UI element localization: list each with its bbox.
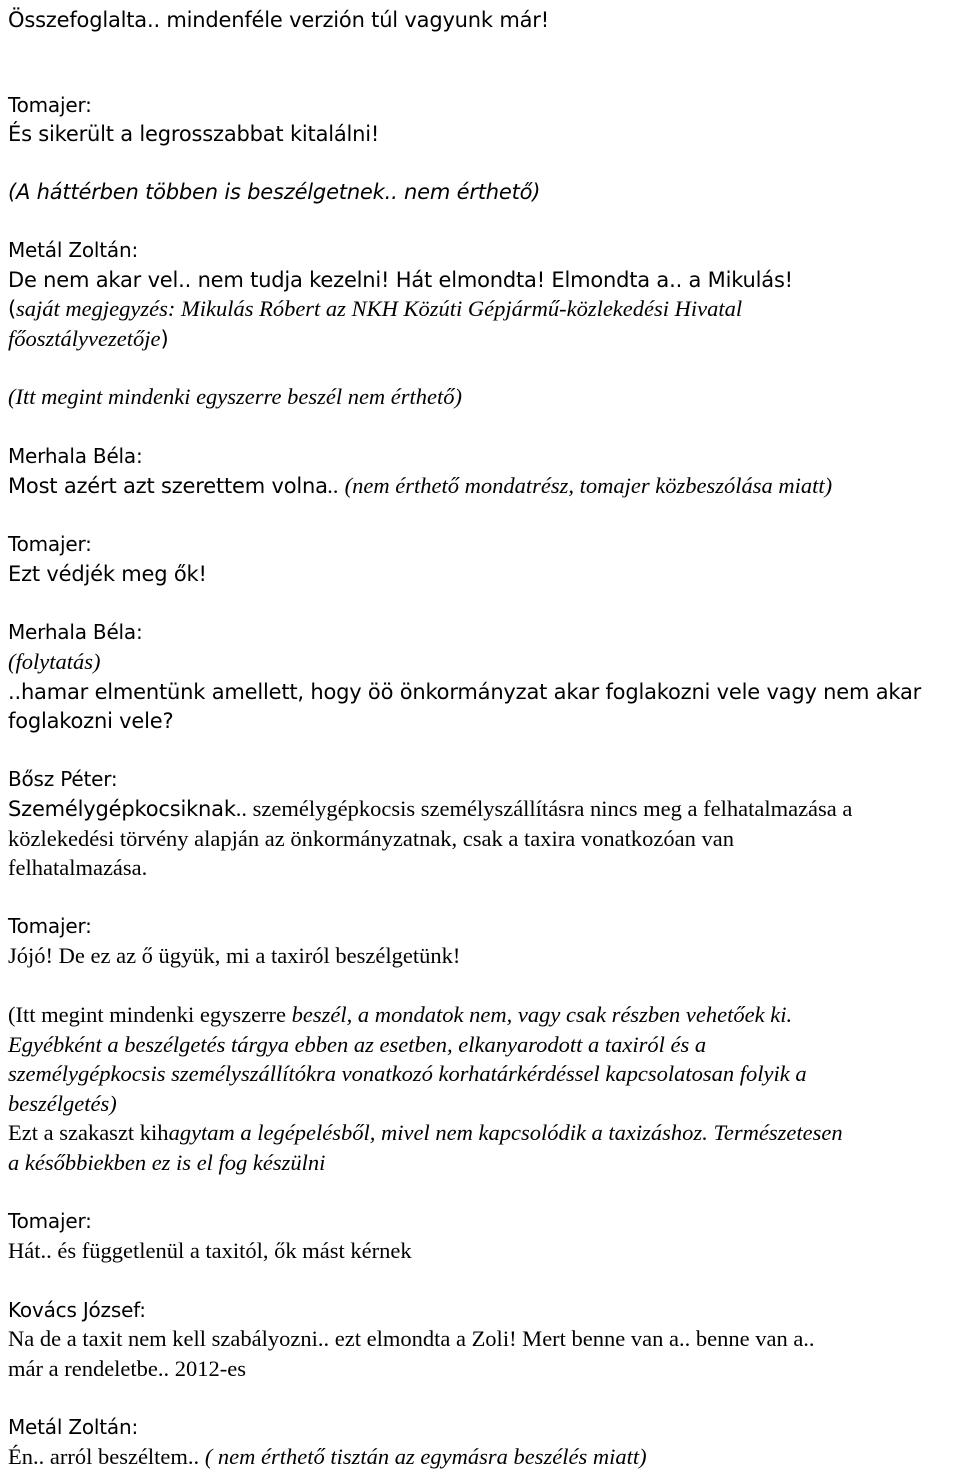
- speech-fragment: ( nem érthető tisztán az egymásra beszélés miatt): [204, 1444, 647, 1469]
- stage-note: (A háttérben többen is beszélgetnek.. nem érthető): [8, 180, 541, 204]
- note-fragment: főosztályvezetője: [8, 326, 161, 351]
- speaker-label: Tomajer:: [8, 93, 92, 117]
- stage-note: (Itt megint mindenki egyszerre beszél nem érthető): [8, 384, 463, 409]
- speech-line: Ezt védjék meg ők!: [8, 562, 207, 586]
- stage-note: Egyébként a beszélgetés tárgya ebben az esetben, elkanyarodott a taxiról és a: [8, 1032, 707, 1057]
- stage-note: a későbbiekben ez is el fog készülni: [8, 1150, 326, 1175]
- speech-line: foglakozni vele?: [8, 709, 174, 733]
- speech-fragment: .. (nem érthető mondatrész, tomajer közbeszólása miatt): [327, 473, 833, 498]
- speaker-label: Bősz Péter:: [8, 767, 118, 791]
- speech-line: felhatalmazása.: [8, 855, 148, 880]
- speech-line: már a rendeletbe.. 2012-es: [8, 1356, 247, 1381]
- note-fragment: saját megjegyzés: Mikulás Róbert az NKH Közúti Gépjármű-közlekedési Hivatal: [16, 296, 743, 321]
- stage-note: [8, 1000, 792, 1030]
- speaker-label: Merhala Béla:: [8, 620, 143, 644]
- note-line: [8, 294, 742, 324]
- speaker-label: Tomajer:: [8, 1209, 92, 1233]
- speech-line: És sikerült a legrosszabbat kitalálni!: [8, 122, 380, 146]
- summary-line: Összefoglalta.. mindenféle verzión túl vagyunk már!: [8, 8, 549, 32]
- speaker-label: Tomajer:: [8, 914, 92, 938]
- speech-fragment: Személygépkocsiknak: [8, 797, 236, 821]
- speech-line: Hát.. és függetlenül a taxitól, ők mást kérnek: [8, 1238, 412, 1263]
- speech-fragment: Én.. arról beszéltem..: [8, 1444, 205, 1469]
- speaker-label: Metál Zoltán:: [8, 1415, 138, 1439]
- stage-note: (folytatás): [8, 649, 101, 674]
- speaker-label: Merhala Béla:: [8, 444, 143, 468]
- speech-line: [8, 1442, 647, 1472]
- note-fragment: ): [160, 327, 169, 351]
- note-fragment: beszél, a mondatok nem, vagy csak részben vehetőek ki.: [291, 1002, 793, 1027]
- speech-line: Na de a taxit nem kell szabályozni.. ezt elmondta a Zoli! Mert benne van a.. benne van a..: [8, 1326, 815, 1351]
- speech-fragment: Most azért azt szerettem volna: [8, 474, 328, 498]
- speaker-label: Metál Zoltán:: [8, 238, 138, 262]
- stage-note: [8, 1118, 843, 1148]
- speech-line: [8, 471, 832, 501]
- speaker-label: Kovács József:: [8, 1298, 146, 1322]
- note-fragment: Ezt a szakaszt kih: [8, 1120, 169, 1145]
- stage-note: beszélgetés): [8, 1091, 117, 1116]
- stage-note: személygépkocsis személyszállítókra vonatkozó korhatárkérdéssel kapcsolatosan folyik a: [8, 1061, 807, 1086]
- speech-line: Jójó! De ez az ő ügyük, mi a taxiról beszélgetünk!: [8, 943, 461, 968]
- speech-line: [8, 794, 852, 824]
- note-line: [8, 324, 168, 354]
- note-fragment: agytam a legépelésből, mivel nem kapcsolódik a taxizáshoz. Természetesen: [168, 1120, 843, 1145]
- speech-fragment: .. személygépkocsis személyszállításra nincs meg a felhatalmazása a: [235, 796, 853, 821]
- speech-line: közlekedési törvény alapján az önkormányzatnak, csak a taxira vonatkozóan van: [8, 826, 734, 851]
- note-fragment: (Itt megint mindenki egyszerre: [8, 1002, 292, 1027]
- speaker-label: Tomajer:: [8, 532, 92, 556]
- speech-line: De nem akar vel.. nem tudja kezelni! Hát elmondta! Elmondta a.. a Mikulás!: [8, 268, 793, 292]
- speech-line: ..hamar elmentünk amellett, hogy öö önkormányzat akar foglakozni vele vagy nem akar: [8, 680, 922, 704]
- note-fragment: (: [8, 297, 16, 321]
